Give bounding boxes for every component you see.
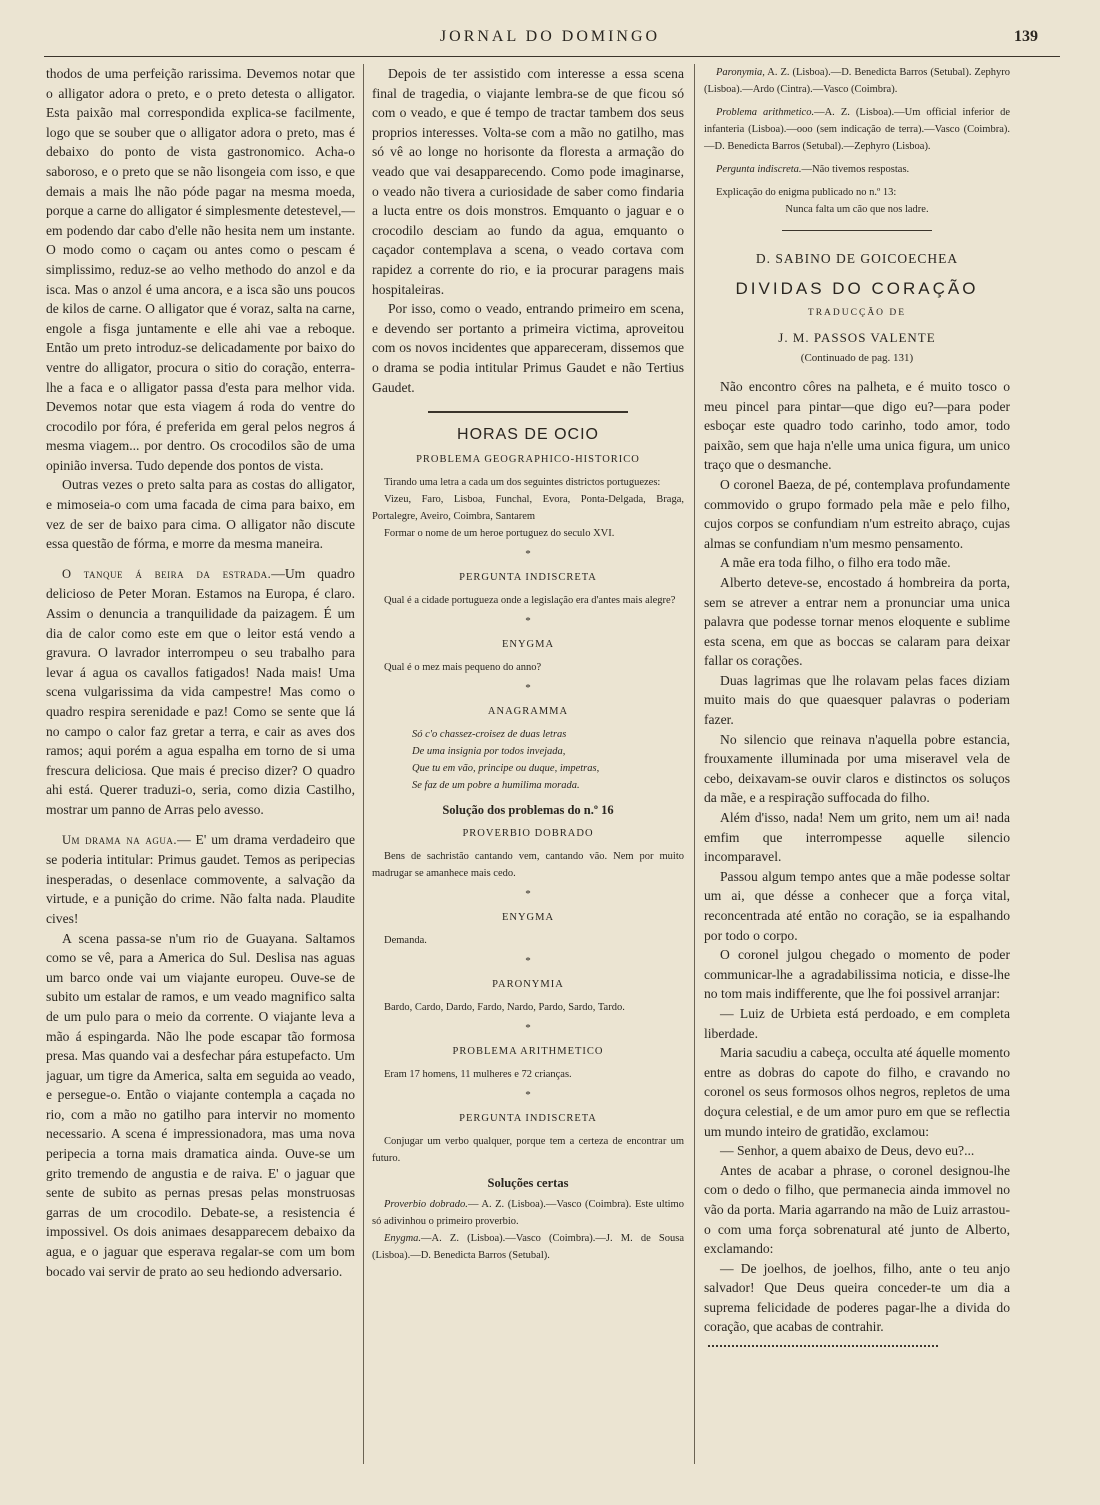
puzzle-head: ENYGMA (501, 638, 555, 650)
puzzle-text: Qual é a cidade portugueza onde a legislação era d'antes mais alegre? (384, 594, 676, 606)
solvers-text: —Não tivemos respostas. (801, 164, 910, 175)
solution-text: Bardo, Cardo, Dardo, Fardo, Nardo, Pardo, Sardo, Tardo. (384, 1001, 625, 1013)
paragraph: Maria sacudiu a cabeça, occulta até áquelle momento entre as dobras do capote do filho, e cravando no coronel os seus formosos olhos negros, repletos de uma doçura celestial, e de um amor puro em que se reflectia um mundo inteiro de gratidão, exclamou: (704, 1045, 1010, 1139)
puzzle-text: Qual é o mez mais pequeno do anno? (384, 661, 542, 673)
story-title: DIVIDAS DO CORAÇÃO (735, 278, 979, 298)
solvers-text: —A. Z. (Lisboa).—Vasco (Coimbra).—J. M. de Sousa (Lisboa).—D. Benedicta Barros (Setubal). (372, 1232, 684, 1261)
paragraph: — Senhor, a quem abaixo de Deus, devo eu?... (720, 1143, 975, 1159)
paragraph: No silencio que reinava n'aquella pobre estancia, frouxamente illuminada por uma miseravel vela de cebo, deixavam-se ouvir claros e distinctos os soluços da mãe, e a respiração suffocada do filho. (704, 731, 1010, 806)
asterisk-divider: * (525, 954, 531, 967)
journal-title: JORNAL DO DOMINGO (439, 28, 661, 45)
paragraph: — De joelhos, de joelhos, filho, ante o teu anjo salvador! Que Deus queira conceder-te um dia a suprema felicidade de poderes pagar-lhe a divida do coração, que acabas de contrahir. (704, 1260, 1010, 1335)
puzzle-head: ENYGMA (501, 911, 555, 923)
solution-text: Demanda. (384, 934, 427, 946)
verse-line: Só c'o chassez-croisez de duas letras (412, 728, 567, 740)
puzzle-head: PARONYMIA (492, 978, 564, 990)
story-author: D. SABINO DE GOICOECHEA (755, 251, 959, 266)
puzzle-head: PERGUNTA INDISCRETA (459, 571, 597, 583)
solvers-list (704, 161, 1010, 178)
continuation-note: (Continuado de pag. 131) (800, 352, 914, 365)
paragraph: A scena passa-se n'um rio de Guayana. Saltamos como se vê, para a America do Sul. Deslisa nas aguas um barco onde vai um viajante europeu. Ouve-se de subito um estalar de ramos, e um veado magnifico salta de um pulo para o meio da corrente. O viajante leva a mão á espingarda. Não lhe pode escapar tão formosa presa. Mas quando vai a desfechar pára estupefacto. Um jaguar, um tigre da America, salta em seguida ao veado, e persegue-o. Então o viajante contempla a caçada no rio, com a mão no gatilho para intervir no momento necessario. A scena é impressionadora, mas uma nova peripecia a torna mais dramatica ainda. Ouve-se um grito tremendo de angustia e de raiva. E' o jaguar que sente de subito as pernas presas pelas monstruosas garras de um crocodilo. Debate-se, a resistencia é impossivel. Os dois animaes desapparecem debaixo da agua, e o jaguar que esperava regalar-se com um bom bocado vai servir de prato ao seu hediondo adversario. (46, 930, 355, 1279)
header-rule (44, 56, 1060, 57)
solvers-label: Pergunta indiscreta. (716, 164, 802, 175)
solvers-list (704, 104, 1010, 155)
column-divider (694, 64, 695, 1464)
asterisk-divider: * (525, 887, 531, 900)
paragraph: Duas lagrimas que lhe rolavam pelas faces diziam muito mais do que quaesquer palavras o poderiam fazer. (704, 672, 1010, 728)
paragraph: Passou algum tempo antes que a mãe podesse soltar um ai, que désse a conhecer que a força vital, reconcentrada até então no coração, se ia espalhando por todo o corpo. (704, 868, 1010, 943)
paragraph: A mãe era toda filho, o filho era todo mãe. (720, 555, 951, 571)
puzzle-text: Vizeu, Faro, Lisboa, Funchal, Evora, Ponta-Delgada, Braga, Portalegre, Aveiro, Coimbra, Santarem (372, 493, 684, 522)
solution-text: Bens de sachristão cantando vem, cantando vão. Nem por muito madrugar se amanhece mais cedo. (372, 850, 684, 879)
solvers-label: Enygma. (384, 1232, 422, 1244)
solvers-label: Problema arithmetico. (716, 107, 815, 118)
paragraph: Antes de acabar a phrase, o coronel designou-lhe com o dedo o filho, que permanecia ainda immovel no vão da porta. Maria agarrando na mão de Luiz arrastou-o com uma força sobrenatural até junto de Alberto, exclamando: (704, 1162, 1010, 1257)
run-in-head: O tanque á beira da estrada. (62, 566, 272, 581)
solvers-list (704, 64, 1010, 98)
asterisk-divider: * (525, 614, 531, 627)
paragraph: O coronel julgou chegado o momento de poder communicar-lhe a agradabilissima noticia, e disse-lhe no tom mais indifferente, que lhe foi possivel arranjar: (704, 947, 1010, 1002)
solvers-label: Proverbio dobrado. (384, 1198, 468, 1210)
correct-solutions-head: Soluções certas (487, 1175, 569, 1190)
dotted-rule (708, 1345, 938, 1347)
asterisk-divider: * (525, 681, 531, 694)
verse-line: De uma insignia por todos invejada, (412, 745, 566, 757)
paragraph: thodos de uma perfeição rarissima. Devemos notar que o alligator adora o preto, e o preto detesta o alligator. Esta paixão mal correspondida explica-se facilmente, logo que se souber que o alligator adora o preto, mas é debaixo do ponto de vista gastronomico. Acha-o saboroso, e o preto que se não lisongeia com isso, e que demais a mais lhe não póde pagar na mesma moeda, porque a carne do alligator é simplesmente detestevel,—em podendo dar cabo d'elle não hesita nem um instante. O modo como o caçam ou antes como o pescam é simplissimo, reduz-se ao velho methodo do anzol e da isca. Mas o anzol é uma ancora, e a isca são uns poucos de kilos de carne. O alligator que é voraz, salta na carne, engole a fisga juntamente e elle ahi vae a reboque. Então um preto introduz-se delicadamente por baixo do ventre do alligator, procura o sitio do coração, enterra-lhe a faca e o alligator passa d'esta para melhor vida. Devemos notar que esta viagem á roda do ventre do crocodilo por fóra, é preferida em geral pelos negros á mesma viagem... por dentro. Os crocodilos são de uma opinião inversa. Tudo depende dos pontos de vista. (46, 66, 355, 473)
section-title: HORAS DE OCIO (457, 426, 599, 444)
column-1 (46, 64, 355, 1494)
puzzle-head: PERGUNTA INDISCRETA (459, 1112, 597, 1124)
solution-text: Eram 17 homens, 11 mulheres e 72 crianças. (384, 1068, 572, 1080)
paragraph (46, 830, 355, 929)
paragraph-text: —Um quadro delicioso de Peter Moran. Estamos na Europa, é claro. Assim o denuncia a tranquilidade da paizagem. É um dia de calor como este em que o leitor está vendo a gravura. O lavrador interrompeu o seu trabalho para levar á agua os cavallos fatigados! Nada mais! Uma scena vulgarissima da vida campestre! Mas como o quadro respira serenidade e paz! Como se sente que lá no campo o calor faz gretar a terra, e cair as aves dos ramos; aqui porém a agua espalha em torno de si uma frescura deliciosa. Que mais é preciso dizer? O quadro ahi está. Querer traduzi-o, seria, como dizia Castilho, mostrar um panno de Arras pelo avesso. (46, 565, 355, 817)
page-number: 139 (1014, 28, 1038, 45)
paragraph: Depois de ter assistido com interesse a essa scena final de tragedia, o viajante lembra-se de que ficou só com o veado, e que é tempo de tractar tambem dos seus proprios interesses. Volta-se com a mão no gatilho, mas só vê ao longe no horisonte da floresta a armação do veado que vai desapparecendo. Como pode imaginarse, o veado não tivera a curiosidade de saber como findaria a lucta entre os dois monstros. Emquanto o jaguar e o crocodilo desciam ao fundo da agua, emquanto o caçador contemplava a scena, o veado cortava com rapidez a corrente do rio, e ia procurar paragens mais hospitaleiras. (372, 66, 684, 297)
run-in-head: Um drama na agua. (62, 832, 178, 847)
section-rule (428, 411, 628, 413)
solvers-text: —A. Z. (Lisboa).—Um official inferior de infanteria (Lisboa).—ooo (sem indicação de terra).—Vasco (Coimbra).—D. Benedicta Barros (Setubal).—Zephyro (Lisboa). (704, 107, 1010, 152)
puzzle-head: PROBLEMA ARITHMETICO (452, 1045, 604, 1057)
paragraph-text: — E' um drama verdadeiro que se poderia intitular: Primus gaudet. Temos as peripecias inesperadas, o desenlace commovente, a salvação da virtude, e a punição do crime. Não falta nada. Plaudite cives! (46, 831, 355, 926)
paragraph: Alberto deteve-se, encostado á hombreira da porta, sem se atrever a entrar nem a pronunciar uma unica palavra que podesse tornar menos eloquente e sublime esta scena, em que as boccas se calaram para deixar fallar os corações. (704, 574, 1010, 669)
solvers-text: A. Z. (Lisboa).—D. Benedicta Barros (Setubal). Zephyro (Lisboa).—Ardo (Cintra).—Vasco (Coimbra). (704, 67, 1010, 95)
solvers-list (372, 1196, 684, 1230)
puzzle-text: Formar o nome de um heroe portuguez do seculo XVI. (384, 527, 615, 539)
paragraph: Não encontro côres na palheta, e é muito tosco o meu pincel para pintar—que digo eu?—para poder esboçar este quadro todo carinho, todo amor, todo paixão, sem que haja n'elle uma unica figura, um unico traço que o desmanche. (704, 378, 1010, 473)
section-rule (782, 230, 932, 231)
paragraph: O coronel Baeza, de pé, contemplava profundamente commovido o grupo formado pela mãe e pelo filho, cujos corpos se confundiam n'um estreito abraço, cujas almas se confundiam n'um mesmo pensamento. (704, 476, 1010, 551)
solution-text: Conjugar um verbo qualquer, porque tem a certeza de encontrar um futuro. (372, 1135, 684, 1164)
column-divider (363, 64, 364, 1464)
asterisk-divider: * (525, 1021, 531, 1034)
paragraph (46, 564, 355, 820)
puzzle-head: PROBLEMA GEOGRAPHICO-HISTORICO (416, 453, 640, 465)
puzzle-text: Tirando uma letra a cada um dos seguintes districtos portuguezes: (384, 476, 661, 488)
paragraph: — Luiz de Urbieta está perdoado, e em completa liberdade. (704, 1005, 1010, 1041)
solvers-list (372, 1230, 684, 1264)
verse-line: Que tu em vão, principe ou duque, impetras, (412, 762, 600, 774)
enigma-explanation: Explicação do enigma publicado no n.º 13: (716, 187, 897, 198)
paragraph: Por isso, como o veado, entrando primeiro em scena, e devendo ser portanto a primeira victima, aproveitou com os novos incidentes que appareceram, dissemos que o drama se podia intitular Primus Gaudet e não Tertius Gaudet. (372, 301, 684, 395)
column-3 (704, 64, 1010, 1494)
asterisk-divider: * (525, 547, 531, 560)
paragraph: Além d'isso, nada! Nem um grito, nem um ai! nada emfim que interrompesse aquelle silencio incomparavel. (704, 810, 1010, 865)
translator-name: J. M. PASSOS VALENTE (778, 329, 936, 345)
enigma-answer: Nunca falta um cão que nos ladre. (785, 204, 929, 215)
translation-credit: TRADUCÇÃO DE (807, 308, 907, 319)
asterisk-divider: * (525, 1088, 531, 1101)
column-2 (372, 64, 684, 1494)
solvers-label: Paronymia, (716, 67, 765, 78)
solutions-head: Solução dos problemas do n.º 16 (442, 802, 614, 817)
paragraph: Outras vezes o preto salta para as costas do alligator, e mimoseia-o com uma facada de cima para baixo, em vez de ser de baixo para cima. O alligator não discute essa questão de fórma, e morre da mesma maneira. (46, 477, 355, 552)
puzzle-head: ANAGRAMMA (487, 705, 569, 717)
puzzle-head: PROVERBIO DOBRADO (462, 827, 594, 839)
solvers-text: — A. Z. (Lisboa).—Vasco (Coimbra). Este ultimo só adivinhou o primeiro proverbio. (372, 1198, 684, 1227)
verse-line: Se faz de um pobre a humilima morada. (412, 779, 580, 791)
